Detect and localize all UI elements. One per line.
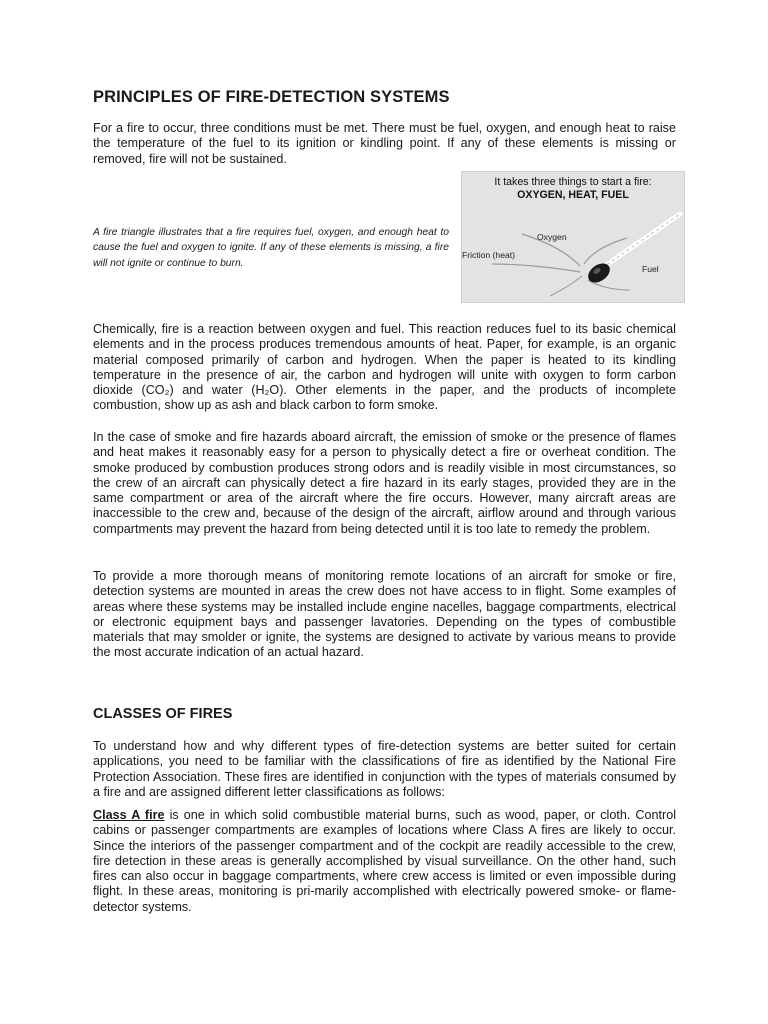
label-oxygen: Oxygen [537,232,567,242]
class-a-paragraph [93,808,676,915]
figure-title-line2: OXYGEN, HEAT, FUEL [517,189,629,201]
class-a-text: is one in which solid combustible material burns, such as wood, paper, or cloth. Control cabins or passenger compartments are examples of locations where Class A fires are likely to occur. Since the interiors of the passenger compartment and of the cockpit are readily accessible to the crew, fire detection in these areas is generally accomplished by visual surveillance. On the other hand, such fires can also occur in baggage compartments, where crew access is limited or even impossible during flight. In these areas, monitoring is pri-marily accomplished with electrically powered smoke- or flame-detector systems. [93,808,676,914]
smoke-paragraph: In the case of smoke and fire hazards aboard aircraft, the emission of smoke or the presence of flames and heat makes it reasonably easy for a person to physically detect a fire or overheat condition. The smoke produced by combustion produces strong odors and is readily visible in most circumstances, so the crew of an aircraft can physically detect a fire hazard in its early stages, provided they are in the same compartment or area of the aircraft where the fire occurs. However, many aircraft areas are inaccessible to the crew and, because of the design of the aircraft, airflow around and through various compartments may prevent the hazard from being detected until it is too late to remedy the problem. [93,430,676,536]
chemistry-paragraph: Chemically, fire is a reaction between oxygen and fuel. This reaction reduces fuel to its basic chemical elements and in the process produces tremendous amounts of heat. Paper, for example, is an organic material composed primarily of carbon and hydrogen. When the paper is heated to its kindling temperature in the presence of air, the carbon and hydrogen will unite with oxygen to form carbon dioxide (CO₂) and water (H₂O). Other elements in the paper, and the products of incomplete combustion, show up as ash and black carbon to form smoke. [93,322,676,413]
monitoring-paragraph: To provide a more thorough means of monitoring remote locations of an aircraft for smoke or fire, detection systems are mounted in areas the crew does not have access to in flight. Some examples of areas where these systems may be installed include engine nacelles, baggage compartments, electrical or electronic equipment bays and passenger lavatories. Depending on the types of combustible materials that may smolder or ignite, the systems are designed to activate by various means to provide the most accurate indication of an actual hazard. [93,569,676,660]
class-a-term: Class A fire [93,808,165,822]
section-heading-classes: CLASSES OF FIRES [93,706,233,722]
label-fuel: Fuel [642,264,659,274]
classes-paragraph: To understand how and why different types of fire-detection systems are better suited for certain applications, you need to be familiar with the classifications of fire as identified by the National Fire Protection Association. These fires are identified in conjunction with the types of materials consumed by a fire and are assigned different letter classifications as follows: [93,739,676,799]
fire-triangle-figure [461,171,685,303]
page-title: PRINCIPLES OF FIRE-DETECTION SYSTEMS [93,88,450,106]
figure-caption: A fire triangle illustrates that a fire requires fuel, oxygen, and enough heat to cause the fuel and oxygen to ignite. If any of these elements is missing, a fire will not ignite or continue to burn. [93,227,449,269]
figure-title-line1: It takes three things to start a fire: [494,176,652,188]
figure-title [462,176,684,202]
intro-paragraph: For a fire to occur, three conditions must be met. There must be fuel, oxygen, and enough heat to raise the temperature of the fuel to its ignition or kindling point. If any of these elements is missing or removed, fire will not be sustained. [93,121,676,166]
label-friction: Friction (heat) [462,250,516,260]
